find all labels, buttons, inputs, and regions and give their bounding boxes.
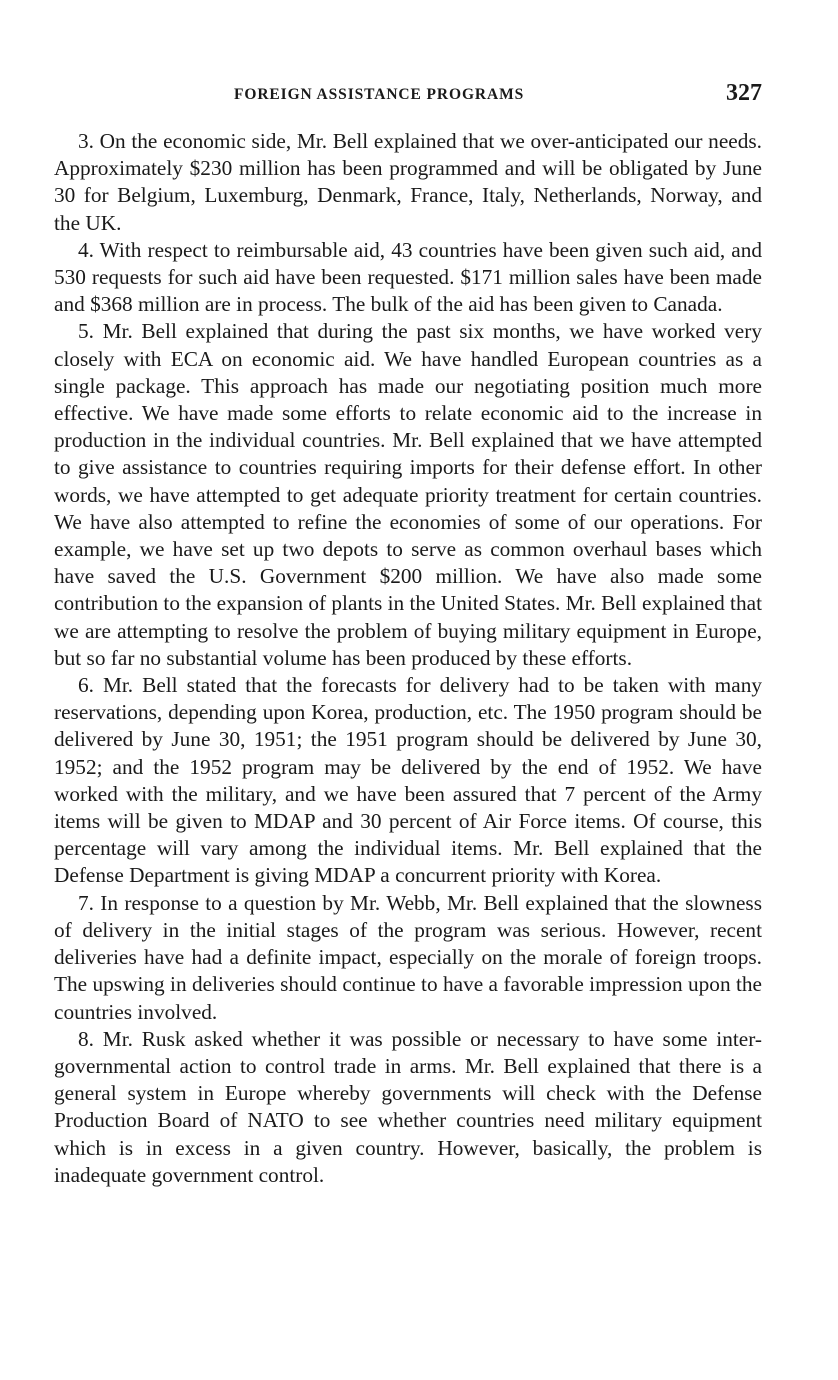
paragraph-7: 7. In response to a question by Mr. Webb, Mr. Bell explained that the slowness of delivery in the initial stages of the program was serious. However, recent deliveries have had a definite impact, especially on the morale of foreign troops. The upswing in deliveries should continue to have a favorable impression upon the countries involved. bbox=[54, 890, 762, 1024]
paragraph-5: 5. Mr. Bell explained that during the past six months, we have worked very closely with ECA on economic aid. We have handled European countries as a single package. This approach has made our negotiating position much more effective. We have made some efforts to relate economic aid to the increase in production in the individual countries. Mr. Bell explained that we have attempted to give assistance to countries requiring imports for their defense effort. In other words, we have attempted to get adequate priority treatment for certain countries. We have also attempted to refine the economies of some of our operations. For example, we have set up two depots to serve as common overhaul bases which have saved the U.S. Government $200 million. We have also made some contribution to the expansion of plants in the United States. Mr. Bell explained that we are attempting to resolve the problem of buying military equipment in Europe, but so far no substantial volume has been produced by these efforts. bbox=[54, 319, 762, 670]
page-header bbox=[54, 80, 762, 114]
paragraph-8: 8. Mr. Rusk asked whether it was possible or necessary to have some inter-governmental action to control trade in arms. Mr. Bell explained that there is a general system in Europe whereby governments will check with the Defense Production Board of NATO to see whether countries need military equipment which is in excess in a given country. However, basically, the problem is inadequate government control. bbox=[54, 1026, 762, 1187]
paragraph-6: 6. Mr. Bell stated that the forecasts for delivery had to be taken with many reservations, depending upon Korea, production, etc. The 1950 program should be delivered by June 30, 1951; the 1951 program should be delivered by June 30, 1952; and the 1952 program may be delivered by the end of 1952. We have worked with the military, and we have been assured that 7 percent of the Army items will be given to MDAP and 30 percent of Air Force items. Of course, this percentage will vary among the individual items. Mr. Bell explained that the Defense Department is giving MDAP a concurrent priority with Korea. bbox=[54, 673, 762, 888]
paragraph-4: 4. With respect to reimbursable aid, 43 countries have been given such aid, and 530 requests for such aid have been requested. $171 million sales have been made and $368 million are in process. The bulk of the aid has been given to Canada. bbox=[54, 237, 762, 317]
paragraph-3: 3. On the economic side, Mr. Bell explained that we over-anticipated our needs. Approximately $230 million has been programmed and will be obligated by June 30 for Belgium, Luxemburg, Denmark, France, Italy, Netherlands, Norway, and the UK. bbox=[54, 129, 762, 235]
running-title: FOREIGN ASSISTANCE PROGRAMS bbox=[234, 86, 525, 103]
page-number: 327 bbox=[726, 80, 762, 106]
body-text bbox=[54, 128, 762, 1189]
